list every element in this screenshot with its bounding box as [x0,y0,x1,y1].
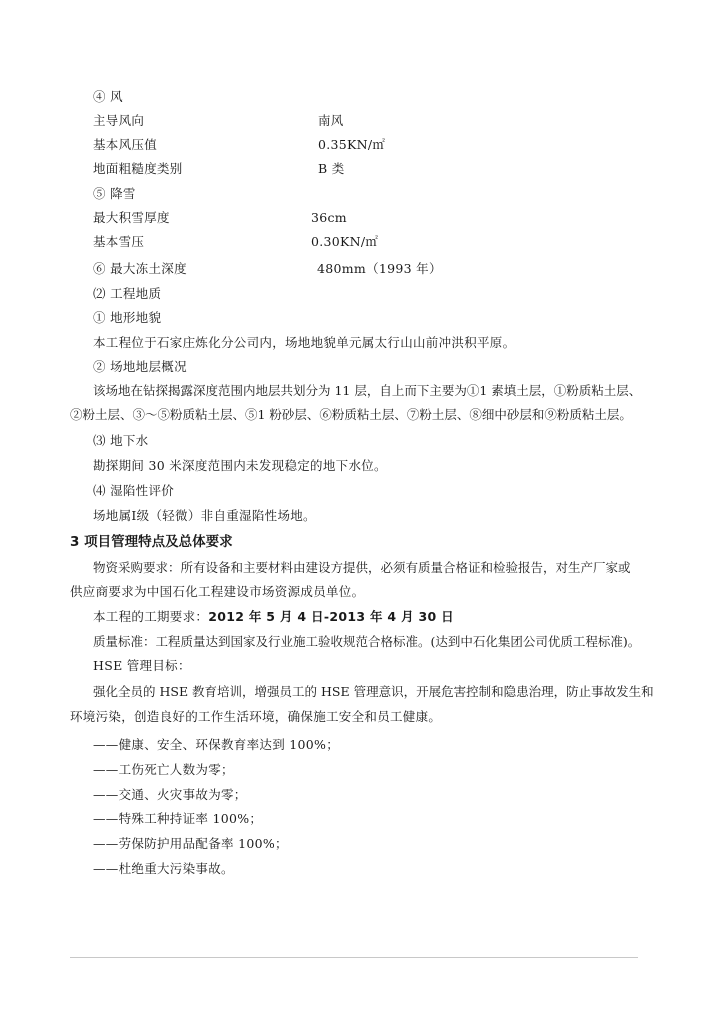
snow-row-value: 36cm [311,210,347,225]
wind-row-label: 地面粗糙度类别 [93,161,183,176]
snow-row-value: 0.30KN/㎡ [311,234,379,249]
section-heading: 3 项目管理特点及总体要求 [70,534,233,550]
strata-title: ② 场地地层概况 [93,359,187,374]
snow-row-label: 基本雪压 [93,234,145,249]
frost-label: ⑥ 最大冻土深度 [93,261,187,276]
hse-target-item: ——杜绝重大污染事故。 [93,861,234,876]
groundwater-text: 勘探期间 30 米深度范围内未发现稳定的地下水位。 [93,458,387,473]
wind-row-value: 南风 [318,113,344,128]
hse-target-item: ——交通、火灾事故为零； [93,787,247,802]
hse-target-item: ——健康、安全、环保教育率达到 100%； [93,737,340,752]
geology-title: ⑵ 工程地质 [93,286,162,301]
footer-divider [70,957,638,958]
wind-title: ④ 风 [93,89,123,104]
wind-row-label: 基本风压值 [93,137,158,152]
strata-text: ②粉土层、③～⑤粉质粘土层、⑤1 粉砂层、⑥粉质粘土层、⑦粉土层、⑧细中砂层和⑨粉质粘土层。 [70,407,632,422]
groundwater-title: ⑶ 地下水 [93,433,149,448]
procurement-text: 供应商要求为中国石化工程建设市场资源成员单位。 [70,584,365,599]
schedule-label: 本工程的工期要求： [93,609,209,624]
snow-title: ⑤ 降雪 [93,186,136,201]
hse-text: 环境污染，创造良好的工作生活环境，确保施工安全和员工健康。 [70,709,442,724]
hse-target-item: ——特殊工种持证率 100%； [93,811,263,826]
wind-row-value: 0.35KN/㎡ [318,137,386,152]
procurement-text: 物资采购要求：所有设备和主要材料由建设方提供，必须有质量合格证和检验报告，对生产厂家或 [93,560,631,575]
hse-target-item: ——工伤死亡人数为零； [93,762,234,777]
strata-text: 该场地在钻探揭露深度范围内地层共划分为 11 层，自上而下主要为①1 素填土层，①粉质粘土层、 [93,383,642,398]
terrain-title: ① 地形地貌 [93,310,162,325]
hse-text: 强化全员的 HSE 教育培训，增强员工的 HSE 管理意识，开展危害控制和隐患治理，防止事故发生和 [93,684,654,699]
collapsibility-title: ⑷ 湿陷性评价 [93,483,175,498]
hse-target-item: ——劳保防护用品配备率 100%； [93,836,288,851]
schedule-value: 2012 年 5 月 4 日-2013 年 4 月 30 日 [208,609,454,624]
frost-value: 480mm（1993 年） [317,261,442,276]
terrain-text: 本工程位于石家庄炼化分公司内，场地地貌单元属太行山山前冲洪积平原。 [93,335,516,350]
quality-text: 质量标准：工程质量达到国家及行业施工验收规范合格标准。(达到中石化集团公司优质工程标准)。 [93,634,641,649]
hse-title: HSE 管理目标： [93,658,191,673]
snow-row-label: 最大积雪厚度 [93,210,170,225]
schedule-line [93,609,454,625]
wind-row-label: 主导风向 [93,113,145,128]
collapsibility-text: 场地属Ⅰ级（轻微）非自重湿陷性场地。 [93,508,316,523]
wind-row-value: B 类 [318,161,345,176]
